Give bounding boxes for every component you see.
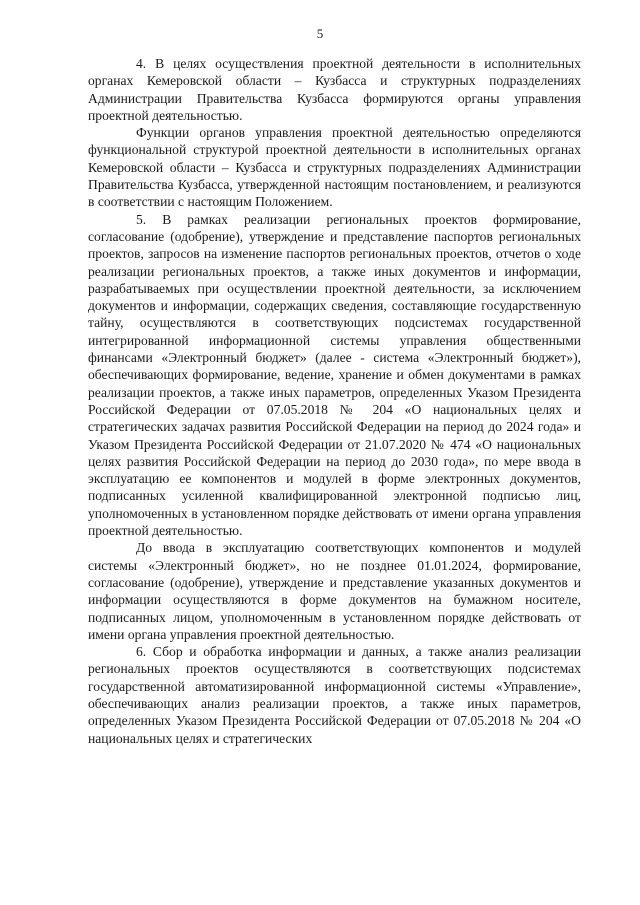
paragraph-item-5: 5. В рамках реализации региональных проектов формирование, согласование (одобрение), утверждение и представление паспортов региональных проектов, запросов на изменение паспортов региональных проектов, отчетов о ходе реализации региональных проектов, а также иных документов и информации, разрабатываемых при осуществлении проектной деятельности, за исключением документов и информации, содержащих сведения, составляющие государственную тайну, осуществляются в соответствующих подсистемах государственной интегрированной информационной системы управления общественными финансами «Электронный бюджет» (далее - система «Электронный бюджет»), обеспечивающих формирование, ведение, хранение и обмен документами в рамках реализации проектов, а также иных параметров, определенных Указом Президента Российской Федерации от 07.05.2018 № 204 «О национальных целях и стратегических задачах развития Российской Федерации на период до 2024 года» и Указом Президента Российской Федерации от 21.07.2020 № 474 «О национальных целях развития Российской Федерации на период до 2030 года», по мере ввода в эксплуатацию ее компонентов и модулей в форме электронных документов, подписанных усиленной квалифицированной электронной подписью лиц, уполномоченных в установленном порядке действовать от имени органа управления проектной деятельностью. [88, 211, 581, 539]
paragraph-item-4: 4. В целях осуществления проектной деятельности в исполнительных органах Кемеровской области – Кузбасса и структурных подразделениях Администрации Правительства Кузбасса формируются органы управления проектной деятельностью. [88, 56, 581, 123]
paragraph-item-6: 6. Сбор и обработка информации и данных, а также анализ реализации региональных проектов осуществляются в соответствующих подсистемах государственной автоматизированной информационной системы «Управление», обеспечивающих анализ реализации проектов, а также иных параметров, определенных Указом Президента Российской Федерации от 07.05.2018 № 204 «О национальных целях и стратегических [88, 644, 581, 746]
paragraph-functions: Функции органов управления проектной деятельностью определяются функциональной структурой проектной деятельности в исполнительных органах Кемеровской области – Кузбасса и структурных подразделениях Администрации Правительства Кузбасса, утвержденной настоящим постановлением, и реализуются в соответствии с настоящим Положением. [88, 125, 581, 210]
page-number: 5 [316, 26, 324, 41]
document-body [88, 55, 581, 747]
paragraph-before-commissioning: До ввода в эксплуатацию соответствующих компонентов и модулей системы «Электронный бюджет», но не позднее 01.01.2024, формирование, согласование (одобрение), утверждение и представление указанных документов и информации осуществляются в форме документов на бумажном носителе, подписанных лицом, уполномоченным в установленном порядке действовать от имени органа управления проектной деятельностью. [88, 540, 581, 642]
